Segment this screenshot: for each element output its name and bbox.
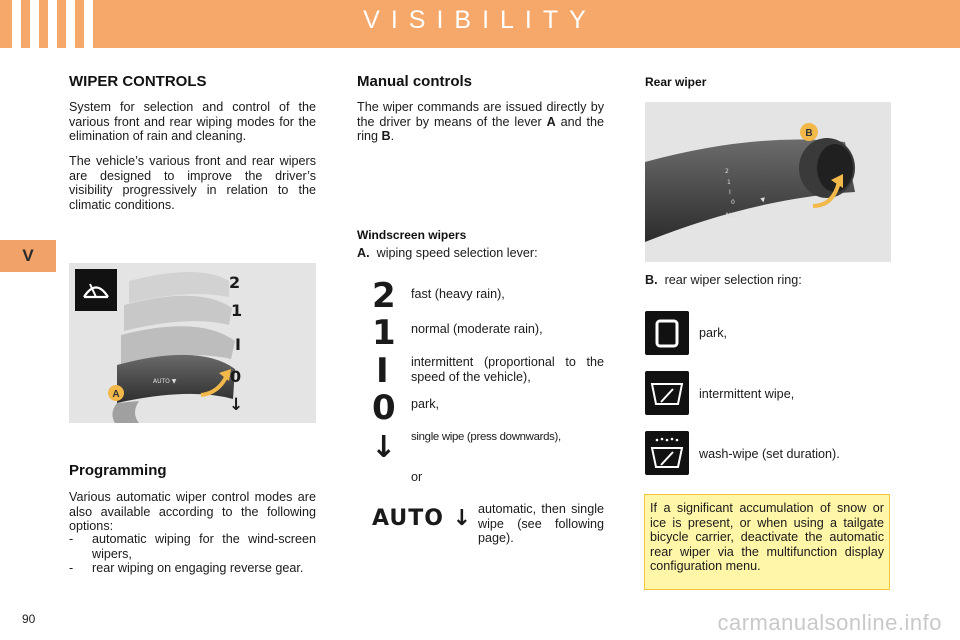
chapter-tab[interactable]: V [0, 240, 56, 272]
ring-auto-label: AUTO [725, 212, 742, 219]
wiper-controls-para2: The vehicle’s various front and rear wipers are designed to improve the driver’s visibility progressively in relation to the climatic conditions. [69, 154, 316, 212]
rear-wiper-ring-photo [645, 102, 891, 262]
ring-b-description: B. rear wiper selection ring: [645, 273, 802, 287]
auto-icon: AUTO ↓ [372, 506, 473, 531]
lever-position-intermittent: I [235, 335, 241, 354]
lever-position-0: 0 [230, 367, 242, 386]
rear-wash-wipe-label: wash-wipe (set duration). [699, 447, 840, 461]
speed-1-label: normal (moderate rain), [411, 322, 543, 336]
windscreen-wipers-title: Windscreen wipers [357, 228, 467, 242]
svg-text:B: B [805, 128, 813, 139]
wiper-controls-para1: System for selection and control of the various front and rear wiping modes for the elimination of rain and cleaning. [69, 100, 316, 143]
or-separator: or [411, 470, 423, 484]
page-header [0, 0, 960, 48]
rear-wiper-note: If a significant accumulation of snow or ice is present, or when using a tailgate bicycle carrier, deactivate the automatic rear wiper via the multifunction display configuration menu. [644, 494, 890, 590]
ring-position-intermittent: I [729, 189, 731, 196]
ring-position-2: 2 [725, 168, 729, 175]
speed-1-icon: 1 [372, 313, 396, 353]
rear-wiper-intermittent-icon [645, 371, 689, 415]
intermittent-label: intermittent (proportional to the speed of the vehicle), [411, 355, 604, 384]
lever-position-2: 2 [229, 273, 241, 292]
lever-position-1: 1 [231, 301, 243, 320]
park-0-icon: 0 [372, 388, 396, 428]
intermittent-icon: I [376, 351, 389, 391]
ring-position-0: 0 [731, 199, 735, 206]
rear-wash-wipe-icon [645, 431, 689, 475]
wiper-lever-photo [69, 263, 316, 423]
svg-text:A: A [112, 389, 120, 400]
svg-text:▼: ▼ [760, 196, 766, 204]
lever-single-wipe-arrow-icon: ↓ [229, 395, 244, 415]
speed-2-icon: 2 [372, 276, 396, 316]
rear-intermittent-label: intermittent wipe, [699, 387, 795, 401]
programming-title: Programming [69, 462, 167, 479]
single-wipe-label: single wipe (press downwards), [411, 431, 561, 443]
single-wipe-arrow-icon: ↓ [371, 430, 397, 465]
manual-controls-title: Manual controls [357, 73, 473, 90]
programming-option-1: - automatic wiping for the wind-screen wipers, [69, 532, 316, 561]
rear-park-label: park, [699, 326, 727, 340]
svg-text:AUTO ▼: AUTO ▼ [153, 378, 177, 385]
page-number: 90 [22, 612, 36, 626]
programming-option-2: - rear wiping on engaging reverse gear. [69, 561, 304, 575]
ring-position-1: 1 [727, 179, 731, 186]
page-title: VISIBILITY [363, 6, 597, 34]
watermark: carmanualsonline.info [717, 610, 942, 635]
manual-controls-para: The wiper commands are issued directly by the driver by means of the lever A and the ring B. [357, 100, 604, 143]
lever-a-description: A. wiping speed selection lever: [357, 246, 538, 260]
auto-label: automatic, then single wipe (see following page). [478, 502, 604, 545]
speed-2-label: fast (heavy rain), [411, 287, 505, 301]
programming-intro: Various automatic wiper control modes are also available according to the following options: [69, 490, 316, 533]
park-0-label: park, [411, 397, 439, 411]
park-icon [645, 311, 689, 355]
rear-wiper-title: Rear wiper [645, 75, 707, 89]
wiper-controls-title: WIPER CONTROLS [69, 73, 207, 90]
windscreen-wiper-icon [75, 269, 117, 311]
